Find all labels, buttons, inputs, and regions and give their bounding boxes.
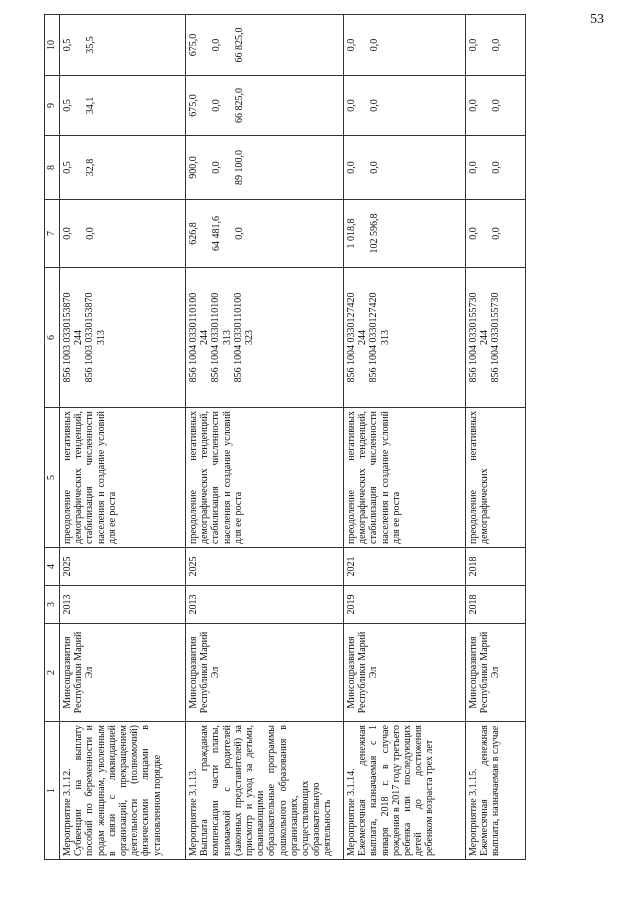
classification-code: 313: [221, 330, 233, 345]
rotated-table-container: [44, 15, 624, 860]
value: 0,0: [468, 99, 479, 112]
value: 0,0: [234, 227, 246, 240]
header-cell: 5: [45, 408, 60, 548]
measure-description: Выплата гражданам компенсации части платы, взимаемой с родителей (законных представителей) за присмотр и уход за детьми, осваивающими образовательные программы дошкольного образования в организациях, осуществляющих образовательную деятельность: [199, 725, 334, 856]
measure-cell: [344, 722, 466, 860]
end-year-cell: 2025: [186, 548, 344, 586]
header-cell: 4: [45, 548, 60, 586]
measure-cell: [186, 722, 344, 860]
table-row: [466, 15, 526, 860]
classification-code: 244: [357, 330, 369, 345]
value: 0,0: [346, 38, 357, 52]
executor-cell: Минсоцразвития Республики Марий Эл: [344, 624, 466, 722]
value: 32,8: [85, 158, 97, 177]
value: 0,0: [85, 227, 97, 240]
value-cell-8: [60, 136, 186, 200]
end-year-cell: 2021: [344, 548, 466, 586]
value: 0,0: [369, 99, 381, 112]
header-cell: 9: [45, 76, 60, 136]
result-cell: преодоление негативных демографических тенденций, стабилизация численности населения и создание условий для ее роста: [344, 408, 466, 548]
header-cell: 10: [45, 15, 60, 76]
value: 0,0: [468, 227, 479, 240]
start-year-cell: 2013: [60, 586, 186, 624]
value: 0,0: [346, 99, 357, 112]
header-cell: 3: [45, 586, 60, 624]
executor-cell: Минсоцразвития Республики Марий Эл: [60, 624, 186, 722]
value-cell-10: [60, 15, 186, 76]
classification-code: 856 1003 0330153870: [84, 292, 96, 383]
classification-cell: [344, 268, 466, 408]
value: 900,0: [188, 156, 199, 179]
table-row: [344, 15, 466, 860]
classification-code: 856 1004 0330155730: [468, 292, 479, 383]
header-cell: 1: [45, 722, 60, 860]
value-cell-8: [466, 136, 526, 200]
classification-code: 313: [95, 330, 107, 345]
start-year-cell: 2013: [186, 586, 344, 624]
value: 0,0: [211, 99, 223, 112]
classification-code: 856 1003 0330153870: [62, 292, 73, 383]
value: 0,0: [369, 161, 381, 174]
header-cell: 7: [45, 200, 60, 268]
classification-code: 244: [479, 330, 491, 345]
classification-code: 856 1004 0330110100: [210, 292, 222, 383]
executor-cell: Минсоцразвития Республики Марий Эл: [186, 624, 344, 722]
value: 102 596,8: [369, 213, 381, 254]
classification-code: 856 1004 0330127420: [346, 292, 357, 383]
measure-title: Мероприятие 3.1.14.: [346, 768, 357, 856]
value: 675,0: [188, 33, 199, 57]
value: 0,0: [211, 161, 223, 174]
header-cell: 8: [45, 136, 60, 200]
value: 0,0: [491, 161, 503, 174]
value: 66 825,0: [234, 88, 246, 123]
measure-description: Ежемесячная денежная выплата, назначаемая с 1 января 2018 г. в случае рождения в 2017 году третьего ребенка или последующих детей до достижения ребенком возраста трех лет: [357, 724, 436, 856]
result-cell: преодоление негативных демографических тенденций, стабилизация численности населения и создание условий для ее роста: [186, 408, 344, 548]
page-number: 53: [590, 12, 604, 27]
value-cell-8: [344, 136, 466, 200]
result-cell: преодоление негативных демографических тенденций, стабилизация численности населения и создание условий для ее роста: [60, 408, 186, 548]
value: 34,1: [85, 96, 97, 115]
start-year-cell: 2019: [344, 586, 466, 624]
measure-title: Мероприятие 3.1.13.: [188, 768, 199, 856]
value-cell-9: [466, 76, 526, 136]
classification-code: 313: [379, 330, 391, 345]
table-row: [186, 15, 344, 860]
value: 0,5: [62, 38, 73, 52]
value-cell-7: [344, 200, 466, 268]
value: 0,0: [491, 99, 503, 112]
value: 0,0: [346, 161, 357, 174]
value: 0,0: [491, 38, 503, 52]
value-cell-10: [466, 15, 526, 76]
measure-description: Субвенции на выплату пособий по беременности и родам женщинам, уволенным в связи с ликвидацией организаций, прекращением деятельности (полномочий) физическими лицами в установленном порядке: [73, 725, 163, 856]
classification-code: 244: [199, 330, 211, 345]
value-cell-9: [60, 76, 186, 136]
measures-table: [44, 14, 526, 860]
result-cell: преодоление негативных демографических: [466, 408, 526, 548]
classification-code: 323: [243, 330, 255, 345]
measure-cell: [60, 722, 186, 860]
table-row: [60, 15, 186, 860]
value-cell-10: [344, 15, 466, 76]
value: 35,5: [85, 36, 97, 54]
value: 0,5: [62, 99, 73, 112]
value: 0,0: [211, 38, 223, 52]
classification-code: 856 1004 0330127420: [368, 292, 380, 383]
value: 0,0: [369, 38, 381, 52]
measure-title: Мероприятие 3.1.12.: [62, 768, 73, 856]
header-row: [45, 15, 60, 860]
value: 89 100,0: [234, 150, 246, 185]
value: 0,0: [468, 161, 479, 174]
end-year-cell: 2018: [466, 548, 526, 586]
classification-cell: [60, 268, 186, 408]
measure-cell: [466, 722, 526, 860]
header-cell: 2: [45, 624, 60, 722]
classification-code: 856 1004 0330110100: [188, 292, 199, 383]
classification-code: 856 1004 0330110100: [232, 292, 244, 383]
executor-cell: Минсоцразвития Республики Марий Эл: [466, 624, 526, 722]
value: 0,5: [62, 161, 73, 174]
value: 66 825,0: [234, 27, 246, 63]
value-cell-9: [344, 76, 466, 136]
measure-description: Ежемесячная денежная выплата, назначаемая в случае: [479, 725, 502, 856]
value: 675,0: [188, 94, 199, 117]
value-cell-7: [186, 200, 344, 268]
value: 0,0: [468, 38, 479, 52]
value: 64 481,6: [211, 216, 223, 251]
value-cell-10: [186, 15, 344, 76]
classification-cell: [466, 268, 526, 408]
classification-code: 856 1004 0330155730: [490, 292, 502, 383]
measure-title: Мероприятие 3.1.15.: [468, 768, 479, 856]
classification-code: 244: [73, 330, 85, 345]
start-year-cell: 2018: [466, 586, 526, 624]
value: 1 018,8: [346, 218, 357, 249]
value-cell-9: [186, 76, 344, 136]
value: 626,8: [188, 222, 199, 245]
header-cell: 6: [45, 268, 60, 408]
value: 0,0: [62, 227, 73, 240]
end-year-cell: 2025: [60, 548, 186, 586]
value-cell-7: [466, 200, 526, 268]
value-cell-7: [60, 200, 186, 268]
value: 0,0: [491, 227, 503, 240]
value-cell-8: [186, 136, 344, 200]
classification-cell: [186, 268, 344, 408]
